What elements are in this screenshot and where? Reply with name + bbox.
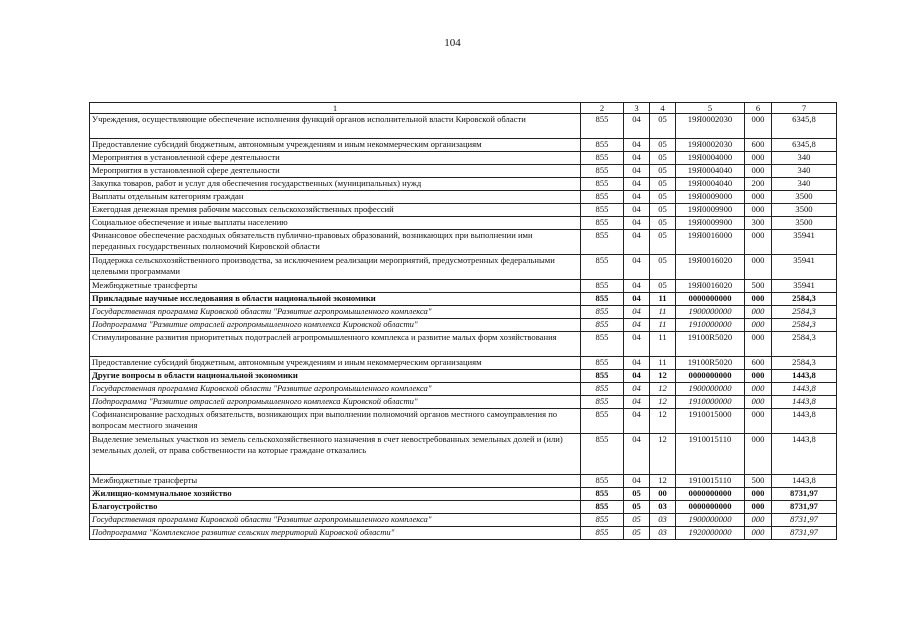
row-code-2-cell: 855 xyxy=(581,488,624,501)
row-code-4-cell: 05 xyxy=(650,114,676,139)
row-name-cell: Стимулирование развития приоритетных подотраслей агропромышленного комплекса и развитие малых форм хозяйствования xyxy=(90,332,581,357)
row-code-6-cell: 000 xyxy=(745,204,772,217)
row-code-3-cell: 04 xyxy=(624,204,650,217)
row-code-6-cell: 000 xyxy=(745,306,772,319)
row-amount-cell: 6345,8 xyxy=(772,139,837,152)
row-amount-cell: 1443,8 xyxy=(772,409,837,434)
row-code-4-cell: 03 xyxy=(650,501,676,514)
row-code-5-cell: 19Я0009900 xyxy=(676,204,745,217)
row-amount-cell: 8731,97 xyxy=(772,488,837,501)
row-code-6-cell: 500 xyxy=(745,475,772,488)
row-amount-cell: 340 xyxy=(772,165,837,178)
row-amount-cell: 340 xyxy=(772,152,837,165)
table-row xyxy=(90,178,837,191)
table-row xyxy=(90,434,837,475)
row-code-6-cell: 000 xyxy=(745,370,772,383)
row-code-6-cell: 500 xyxy=(745,280,772,293)
row-amount-cell: 2584,3 xyxy=(772,319,837,332)
row-amount-cell: 8731,97 xyxy=(772,501,837,514)
row-amount-cell: 1443,8 xyxy=(772,383,837,396)
row-code-4-cell: 11 xyxy=(650,332,676,357)
row-code-3-cell: 04 xyxy=(624,396,650,409)
table-row xyxy=(90,370,837,383)
row-code-5-cell: 0000000000 xyxy=(676,370,745,383)
row-name-cell: Межбюджетные трансферты xyxy=(90,280,581,293)
row-code-2-cell: 855 xyxy=(581,165,624,178)
row-code-5-cell: 1900000000 xyxy=(676,514,745,527)
row-code-3-cell: 04 xyxy=(624,255,650,280)
table-row xyxy=(90,152,837,165)
row-code-4-cell: 05 xyxy=(650,280,676,293)
row-code-5-cell: 1910000000 xyxy=(676,319,745,332)
row-code-4-cell: 12 xyxy=(650,434,676,475)
table-row xyxy=(90,217,837,230)
row-amount-cell: 3500 xyxy=(772,191,837,204)
table-row xyxy=(90,280,837,293)
row-code-3-cell: 05 xyxy=(624,527,650,540)
row-amount-cell: 1443,8 xyxy=(772,475,837,488)
row-code-2-cell: 855 xyxy=(581,306,624,319)
row-code-5-cell: 0000000000 xyxy=(676,488,745,501)
row-code-4-cell: 03 xyxy=(650,514,676,527)
row-code-2-cell: 855 xyxy=(581,319,624,332)
row-name-cell: Государственная программа Кировской области "Развитие агропромышленного комплекса" xyxy=(90,306,581,319)
row-amount-cell: 1443,8 xyxy=(772,370,837,383)
row-code-3-cell: 05 xyxy=(624,501,650,514)
row-amount-cell: 1443,8 xyxy=(772,396,837,409)
row-code-4-cell: 12 xyxy=(650,409,676,434)
row-code-3-cell: 04 xyxy=(624,357,650,370)
table-row xyxy=(90,409,837,434)
row-name-cell: Благоустройство xyxy=(90,501,581,514)
row-code-5-cell: 0000000000 xyxy=(676,501,745,514)
table-row xyxy=(90,332,837,357)
col-header-2: 2 xyxy=(581,103,624,114)
row-amount-cell: 3500 xyxy=(772,204,837,217)
row-amount-cell: 35941 xyxy=(772,255,837,280)
row-code-5-cell: 19Я0002030 xyxy=(676,139,745,152)
row-code-2-cell: 855 xyxy=(581,434,624,475)
row-code-2-cell: 855 xyxy=(581,114,624,139)
row-code-3-cell: 04 xyxy=(624,370,650,383)
row-name-cell: Финансовое обеспечение расходных обязательств публично-правовых образований, возникающих при выполнении ими переданных государственных полномочий Кировской области xyxy=(90,230,581,255)
row-code-3-cell: 05 xyxy=(624,488,650,501)
table-row xyxy=(90,319,837,332)
row-code-6-cell: 000 xyxy=(745,152,772,165)
row-amount-cell: 340 xyxy=(772,178,837,191)
row-code-5-cell: 19Я0016020 xyxy=(676,280,745,293)
table-row xyxy=(90,396,837,409)
row-code-6-cell: 600 xyxy=(745,139,772,152)
row-amount-cell: 2584,3 xyxy=(772,293,837,306)
row-code-2-cell: 855 xyxy=(581,293,624,306)
row-code-2-cell: 855 xyxy=(581,396,624,409)
table-row xyxy=(90,114,837,139)
row-code-5-cell: 19Я0016000 xyxy=(676,230,745,255)
row-code-3-cell: 04 xyxy=(624,293,650,306)
row-name-cell: Социальное обеспечение и иные выплаты населению xyxy=(90,217,581,230)
row-code-4-cell: 05 xyxy=(650,191,676,204)
table-row xyxy=(90,306,837,319)
row-name-cell: Выделение земельных участков из земель сельскохозяйственного назначения в счет невостребованных земельных долей и (или) земельных долей, от права собственности на которые граждане отказались xyxy=(90,434,581,475)
row-code-2-cell: 855 xyxy=(581,357,624,370)
row-code-6-cell: 200 xyxy=(745,178,772,191)
col-header-3: 3 xyxy=(624,103,650,114)
row-code-3-cell: 04 xyxy=(624,306,650,319)
row-code-4-cell: 05 xyxy=(650,255,676,280)
row-amount-cell: 1443,8 xyxy=(772,434,837,475)
row-code-2-cell: 855 xyxy=(581,204,624,217)
row-code-5-cell: 19Я0002030 xyxy=(676,114,745,139)
row-amount-cell: 8731,97 xyxy=(772,527,837,540)
row-code-2-cell: 855 xyxy=(581,255,624,280)
row-name-cell: Межбюджетные трансферты xyxy=(90,475,581,488)
row-code-3-cell: 04 xyxy=(624,230,650,255)
row-name-cell: Подпрограмма "Развитие отраслей агропромышленного комплекса Кировской области" xyxy=(90,319,581,332)
row-code-4-cell: 00 xyxy=(650,488,676,501)
row-code-6-cell: 000 xyxy=(745,434,772,475)
row-name-cell: Мероприятия в установленной сфере деятельности xyxy=(90,152,581,165)
row-code-3-cell: 04 xyxy=(624,152,650,165)
row-code-3-cell: 04 xyxy=(624,409,650,434)
row-code-2-cell: 855 xyxy=(581,280,624,293)
row-code-4-cell: 12 xyxy=(650,396,676,409)
row-code-3-cell: 04 xyxy=(624,178,650,191)
row-code-2-cell: 855 xyxy=(581,152,624,165)
row-code-3-cell: 04 xyxy=(624,332,650,357)
row-code-4-cell: 12 xyxy=(650,370,676,383)
row-code-5-cell: 19Я0004040 xyxy=(676,178,745,191)
row-code-2-cell: 855 xyxy=(581,475,624,488)
row-name-cell: Софинансирование расходных обязательств, возникающих при выполнении полномочий органов местного самоуправления по вопросам местного значения xyxy=(90,409,581,434)
row-name-cell: Другие вопросы в области национальной экономики xyxy=(90,370,581,383)
row-code-2-cell: 855 xyxy=(581,332,624,357)
row-amount-cell: 2584,3 xyxy=(772,357,837,370)
row-code-6-cell: 000 xyxy=(745,293,772,306)
row-name-cell: Государственная программа Кировской области "Развитие агропромышленного комплекса" xyxy=(90,514,581,527)
table-row xyxy=(90,357,837,370)
row-amount-cell: 35941 xyxy=(772,230,837,255)
row-code-3-cell: 04 xyxy=(624,217,650,230)
row-code-6-cell: 000 xyxy=(745,114,772,139)
row-code-5-cell: 1910015110 xyxy=(676,475,745,488)
row-code-2-cell: 855 xyxy=(581,230,624,255)
row-name-cell: Жилищно-коммунальное хозяйство xyxy=(90,488,581,501)
row-code-6-cell: 000 xyxy=(745,501,772,514)
row-name-cell: Мероприятия в установленной сфере деятельности xyxy=(90,165,581,178)
table-row xyxy=(90,475,837,488)
row-code-2-cell: 855 xyxy=(581,383,624,396)
row-code-4-cell: 12 xyxy=(650,475,676,488)
row-code-6-cell: 000 xyxy=(745,514,772,527)
row-code-5-cell: 19Я0009000 xyxy=(676,191,745,204)
row-amount-cell: 6345,8 xyxy=(772,114,837,139)
row-code-5-cell: 0000000000 xyxy=(676,293,745,306)
row-code-3-cell: 04 xyxy=(624,191,650,204)
table-row xyxy=(90,527,837,540)
row-amount-cell: 2584,3 xyxy=(772,306,837,319)
row-code-3-cell: 04 xyxy=(624,434,650,475)
col-header-7: 7 xyxy=(772,103,837,114)
row-code-3-cell: 04 xyxy=(624,139,650,152)
row-code-5-cell: 19Я0009900 xyxy=(676,217,745,230)
row-code-3-cell: 04 xyxy=(624,319,650,332)
table-row xyxy=(90,165,837,178)
row-code-6-cell: 000 xyxy=(745,396,772,409)
row-code-4-cell: 05 xyxy=(650,165,676,178)
row-code-4-cell: 11 xyxy=(650,306,676,319)
row-code-5-cell: 1910000000 xyxy=(676,396,745,409)
col-header-6: 6 xyxy=(745,103,772,114)
row-code-2-cell: 855 xyxy=(581,370,624,383)
row-name-cell: Подпрограмма "Развитие отраслей агропромышленного комплекса Кировской области" xyxy=(90,396,581,409)
table-row xyxy=(90,139,837,152)
row-name-cell: Выплаты отдельным категориям граждан xyxy=(90,191,581,204)
row-code-5-cell: 1900000000 xyxy=(676,306,745,319)
row-code-3-cell: 04 xyxy=(624,475,650,488)
row-amount-cell: 8731,97 xyxy=(772,514,837,527)
row-code-2-cell: 855 xyxy=(581,191,624,204)
row-code-4-cell: 11 xyxy=(650,293,676,306)
table-row xyxy=(90,255,837,280)
row-amount-cell: 35941 xyxy=(772,280,837,293)
row-name-cell: Учреждения, осуществляющие обеспечение исполнения функций органов исполнительной власти Кировской области xyxy=(90,114,581,139)
table-row xyxy=(90,501,837,514)
row-name-cell: Прикладные научные исследования в области национальной экономики xyxy=(90,293,581,306)
row-code-2-cell: 855 xyxy=(581,501,624,514)
table-row xyxy=(90,514,837,527)
row-code-3-cell: 04 xyxy=(624,280,650,293)
row-code-2-cell: 855 xyxy=(581,139,624,152)
row-code-6-cell: 000 xyxy=(745,165,772,178)
row-code-6-cell: 000 xyxy=(745,409,772,434)
row-code-3-cell: 04 xyxy=(624,114,650,139)
budget-table xyxy=(89,102,837,540)
row-code-5-cell: 19100R5020 xyxy=(676,332,745,357)
page-number: 104 xyxy=(444,37,461,49)
header-row xyxy=(90,103,837,114)
row-code-4-cell: 03 xyxy=(650,527,676,540)
row-code-3-cell: 04 xyxy=(624,165,650,178)
table-row xyxy=(90,383,837,396)
row-code-4-cell: 05 xyxy=(650,139,676,152)
row-code-5-cell: 19Я0004000 xyxy=(676,152,745,165)
row-code-2-cell: 855 xyxy=(581,514,624,527)
row-code-5-cell: 1920000000 xyxy=(676,527,745,540)
row-name-cell: Государственная программа Кировской области "Развитие агропромышленного комплекса" xyxy=(90,383,581,396)
row-code-3-cell: 04 xyxy=(624,383,650,396)
row-code-5-cell: 19Я0016020 xyxy=(676,255,745,280)
row-code-4-cell: 05 xyxy=(650,230,676,255)
row-name-cell: Предоставление субсидий бюджетным, автономным учреждениям и иным некоммерческим организациям xyxy=(90,357,581,370)
col-header-4: 4 xyxy=(650,103,676,114)
row-code-4-cell: 05 xyxy=(650,217,676,230)
row-code-6-cell: 600 xyxy=(745,357,772,370)
col-header-1: 1 xyxy=(90,103,581,114)
row-code-6-cell: 000 xyxy=(745,527,772,540)
row-code-5-cell: 1910015110 xyxy=(676,434,745,475)
row-code-6-cell: 000 xyxy=(745,488,772,501)
row-code-5-cell: 1910015000 xyxy=(676,409,745,434)
row-code-4-cell: 05 xyxy=(650,152,676,165)
table-row xyxy=(90,191,837,204)
table-row xyxy=(90,230,837,255)
row-code-6-cell: 000 xyxy=(745,255,772,280)
row-code-6-cell: 300 xyxy=(745,217,772,230)
row-name-cell: Подпрограмма "Комплексное развитие сельских территорий Кировской области" xyxy=(90,527,581,540)
row-amount-cell: 2584,3 xyxy=(772,332,837,357)
row-code-3-cell: 05 xyxy=(624,514,650,527)
row-code-4-cell: 05 xyxy=(650,178,676,191)
row-code-4-cell: 11 xyxy=(650,357,676,370)
row-code-2-cell: 855 xyxy=(581,217,624,230)
row-name-cell: Закупка товаров, работ и услуг для обеспечения государственных (муниципальных) нужд xyxy=(90,178,581,191)
table-row xyxy=(90,204,837,217)
row-code-4-cell: 11 xyxy=(650,319,676,332)
row-name-cell: Ежегодная денежная премия рабочим массовых сельскохозяйственных профессий xyxy=(90,204,581,217)
row-code-4-cell: 05 xyxy=(650,204,676,217)
row-amount-cell: 3500 xyxy=(772,217,837,230)
row-name-cell: Предоставление субсидий бюджетным, автономным учреждениям и иным некоммерческим организациям xyxy=(90,139,581,152)
row-code-6-cell: 000 xyxy=(745,191,772,204)
table-body xyxy=(90,114,837,540)
row-name-cell: Поддержка сельскохозяйственного производства, за исключением реализации мероприятий, предусмотренных федеральными целевыми программами xyxy=(90,255,581,280)
table-row xyxy=(90,488,837,501)
row-code-6-cell: 000 xyxy=(745,230,772,255)
row-code-4-cell: 12 xyxy=(650,383,676,396)
row-code-6-cell: 000 xyxy=(745,319,772,332)
row-code-6-cell: 000 xyxy=(745,383,772,396)
row-code-5-cell: 19100R5020 xyxy=(676,357,745,370)
row-code-2-cell: 855 xyxy=(581,409,624,434)
row-code-5-cell: 19Я0004040 xyxy=(676,165,745,178)
row-code-5-cell: 1900000000 xyxy=(676,383,745,396)
table-row xyxy=(90,293,837,306)
row-code-2-cell: 855 xyxy=(581,527,624,540)
col-header-5: 5 xyxy=(676,103,745,114)
row-code-2-cell: 855 xyxy=(581,178,624,191)
row-code-6-cell: 000 xyxy=(745,332,772,357)
